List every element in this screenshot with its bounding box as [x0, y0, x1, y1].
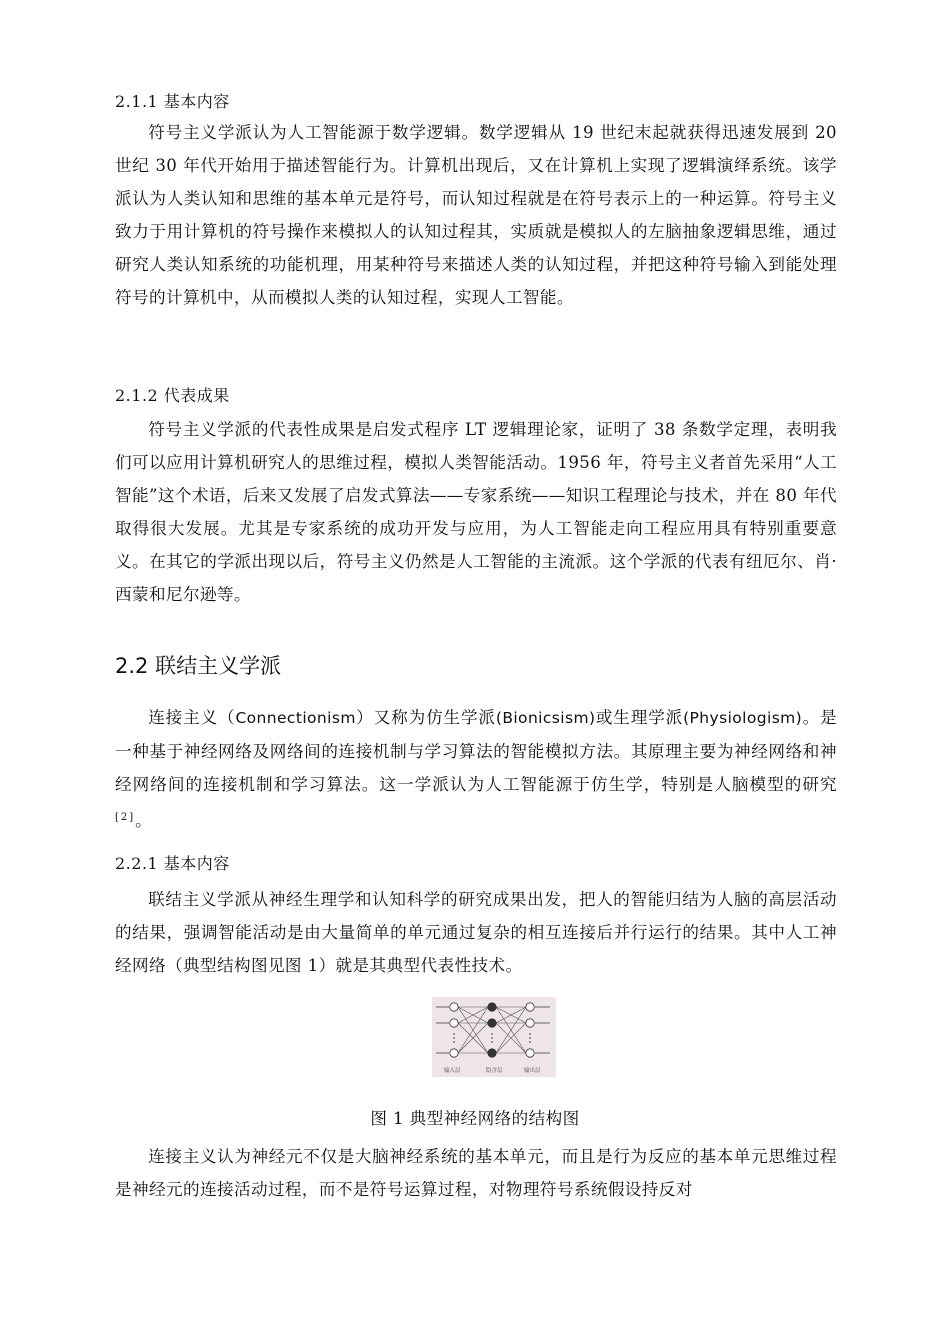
neuron-node: [450, 1003, 458, 1011]
section-heading-2-2: 2.2 联结主义学派: [115, 654, 282, 678]
ellipsis-dot: [453, 1037, 455, 1039]
neural-network-figure: [432, 997, 556, 1077]
figure-caption: 图 1 典型神经网络的结构图: [370, 1109, 580, 1128]
neuron-node: [488, 1049, 496, 1057]
intro-text-b: ）又称为仿生学派: [355, 708, 496, 727]
ellipsis-dot: [453, 1033, 455, 1035]
section-heading-2-1-1: 2.1.1 基本内容: [115, 92, 230, 111]
citation-ref: [2]: [115, 812, 136, 823]
term-bionicsism: (Bionicsism): [495, 709, 596, 727]
paragraph-connectionism-intro: [115, 701, 837, 837]
ellipsis-dot: [491, 1041, 493, 1043]
ellipsis-dot: [529, 1037, 531, 1039]
neuron-node: [450, 1049, 458, 1057]
ellipsis-dot: [453, 1041, 455, 1043]
term-physiologism: (Physiologism): [683, 709, 803, 727]
neuron-node: [450, 1019, 458, 1027]
ellipsis-dot: [529, 1041, 531, 1043]
intro-text-d: 。是一种基于神经网络及网络间的连接机制与学习算法的智能模拟方法。其原理主要为神经网络和神经网络间的连接机制和学习算法。这一学派认为人工智能源于仿生学，特别是人脑模型的研究: [115, 708, 838, 794]
label-hidden-layer: 隐含层: [486, 1068, 503, 1074]
intro-text-a: 连接主义（: [148, 708, 236, 727]
label-input-layer: 输入层: [444, 1068, 461, 1074]
paragraph-symbolism-results: 符号主义学派的代表性成果是启发式程序 LT 逻辑理论家，证明了 38 条数学定理，表明我们可以应用计算机研究人的思维过程，模拟人类智能活动。1956 年，符号主义者首先采用“人工智能”这个术语，后来又发展了启发式算法——专家系统——知识工程理论与技术，并在 80 年代取得很大发展。尤其是专家系统的成功开发与应用，为人工智能走向工程应用具有特别重要意义。在其它的学派出现以后，符号主义仍然是人工智能的主流派。这个学派的代表有纽厄尔、肖·西蒙和尼尔逊等。: [115, 420, 837, 604]
neuron-node: [488, 1003, 496, 1011]
paragraph-symbolism-basics: 符号主义学派认为人工智能源于数学逻辑。数学逻辑从 19 世纪末起就获得迅速发展到 20 世纪 30 年代开始用于描述智能行为。计算机出现后，又在计算机上实现了逻辑演绎系统。该学派认为人类认知和思维的基本单元是符号，而认知过程就是在符号表示上的一种运算。符号主义致力于用计算机的符号操作来模拟人的认知过程其，实质就是模拟人的左脑抽象逻辑思维，通过研究人类认知系统的功能机理，用某种符号来描述人类的认知过程，并把这种符号输入到能处理符号的计算机中，从而模拟人类的认知过程，实现人工智能。: [115, 123, 837, 307]
section-heading-2-2-1: 2.2.1 基本内容: [115, 854, 230, 873]
ellipsis-dot: [491, 1037, 493, 1039]
ellipsis-dot: [529, 1033, 531, 1035]
paragraph-connectionism-neurons: 连接主义认为神经元不仅是大脑神经系统的基本单元，而且是行为反应的基本单元思维过程是神经元的连接活动过程，而不是符号运算过程，对物理符号系统假设持反对: [115, 1147, 837, 1199]
neuron-node: [526, 1019, 534, 1027]
neuron-node: [526, 1049, 534, 1057]
ellipsis-dot: [491, 1033, 493, 1035]
term-connectionism: Connectionism: [235, 709, 356, 727]
intro-text-e: 。: [135, 811, 153, 830]
section-heading-2-1-2: 2.1.2 代表成果: [115, 386, 230, 405]
paragraph-connectionism-basics: 联结主义学派从神经生理学和认知科学的研究成果出发，把人的智能归结为人脑的高层活动的结果，强调智能活动是由大量简单的单元通过复杂的相互连接后并行运行的结果。其中人工神经网络（典型结构图见图 1）就是其典型代表性技术。: [115, 890, 837, 975]
neuron-node: [488, 1019, 496, 1027]
neuron-node: [526, 1003, 534, 1011]
label-output-layer: 输出层: [524, 1068, 541, 1074]
neural-network-diagram: [432, 997, 556, 1077]
intro-text-c: 或生理学派: [595, 708, 684, 727]
